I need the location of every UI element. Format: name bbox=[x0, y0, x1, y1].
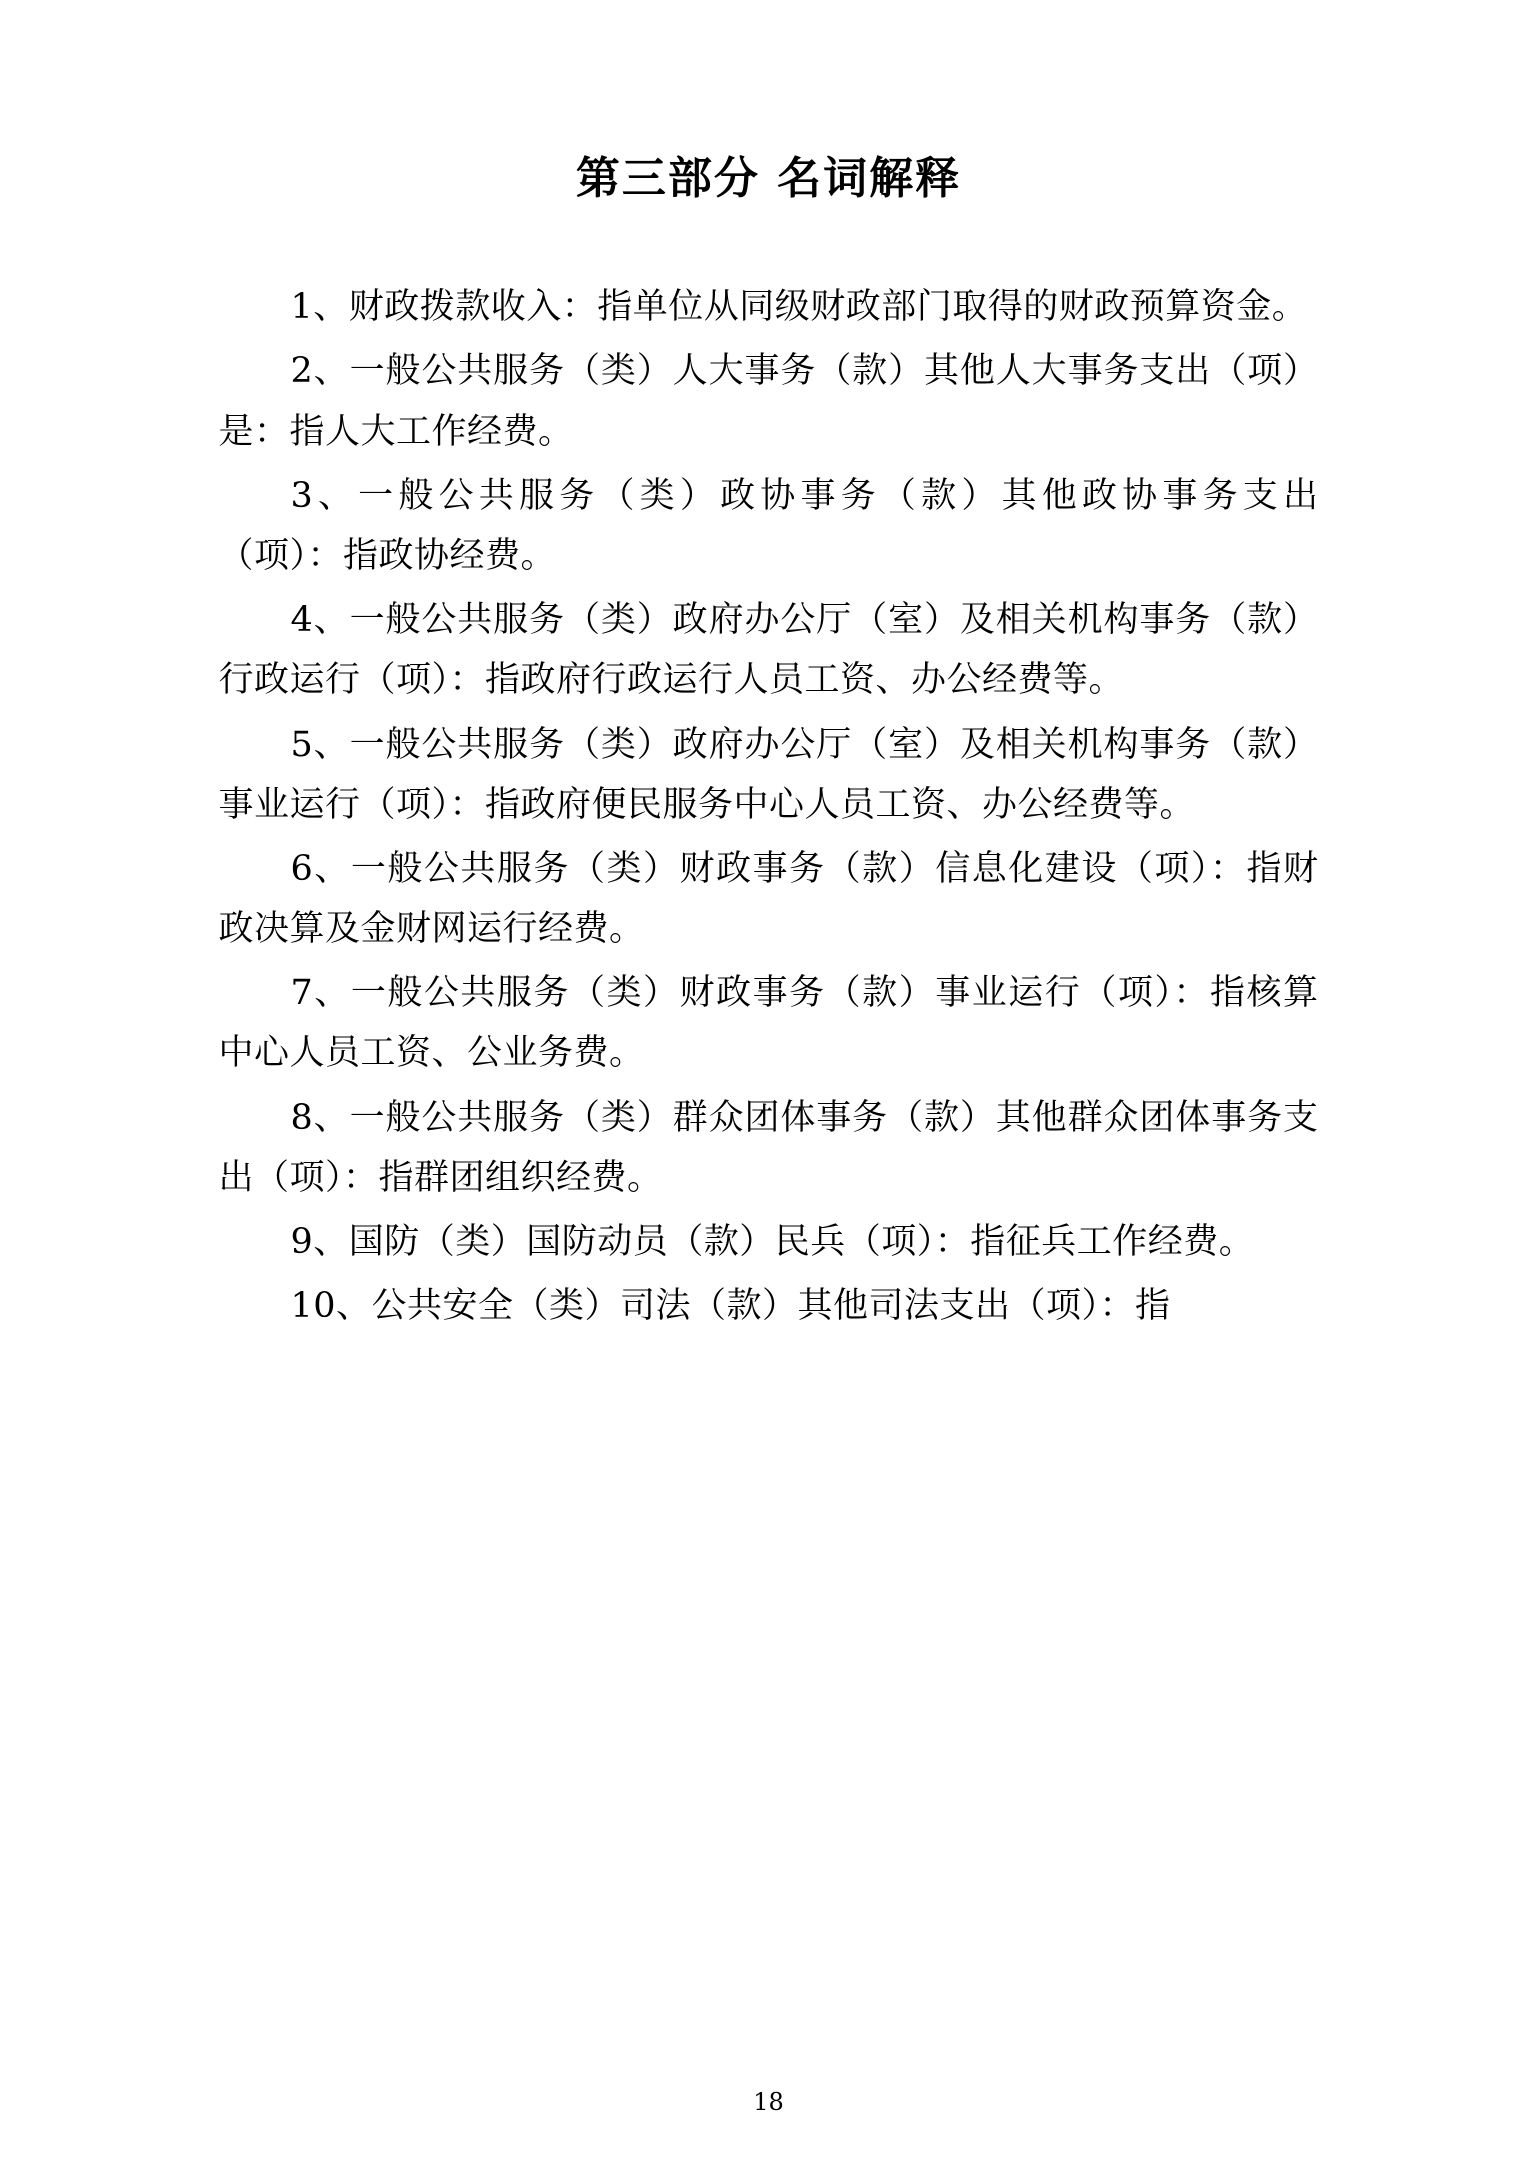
paragraph: 3、一般公共服务（类）政协事务（款）其他政协事务支出（项）：指政协经费。 bbox=[218, 475, 1319, 576]
paragraph: 1、财政拨款收入：指单位从同级财政部门取得的财政预算资金。 bbox=[290, 287, 1308, 328]
paragraph: 6、一般公共服务（类）财政事务（款）信息化建设（项）：指财政决算及金财网运行经费。 bbox=[218, 848, 1319, 950]
paragraph-list bbox=[219, 277, 1319, 1336]
paragraph: 4、一般公共服务（类）政府办公厅（室）及相关机构事务（款）行政运行（项）：指政府行政运行人员工资、办公经费等。 bbox=[218, 600, 1319, 701]
document-content bbox=[219, 0, 1319, 1336]
page-number: 18 bbox=[753, 2088, 784, 2116]
paragraph: 7、一般公共服务（类）财政事务（款）事业运行（项）：指核算中心人员工资、公业务费。 bbox=[218, 973, 1319, 1074]
page-title: 第三部分 名词解释 bbox=[575, 153, 962, 204]
paragraph: 5、一般公共服务（类）政府办公厅（室）及相关机构事务（款）事业运行（项）：指政府便民服务中心人员工资、办公经费等。 bbox=[218, 724, 1319, 825]
paragraph: 9、国防（类）国防动员（款）民兵（项）：指征兵工作经费。 bbox=[290, 1222, 1255, 1262]
paragraph: 10、公共安全（类）司法（款）其他司法支出（项）：指 bbox=[290, 1286, 1171, 1327]
paragraph: 8、一般公共服务（类）群众团体事务（款）其他群众团体事务支出（项）：指群团组织经费。 bbox=[218, 1097, 1319, 1198]
paragraph: 2、一般公共服务（类）人大事务（款）其他人大事务支出（项）是：指人大工作经费。 bbox=[218, 351, 1319, 452]
